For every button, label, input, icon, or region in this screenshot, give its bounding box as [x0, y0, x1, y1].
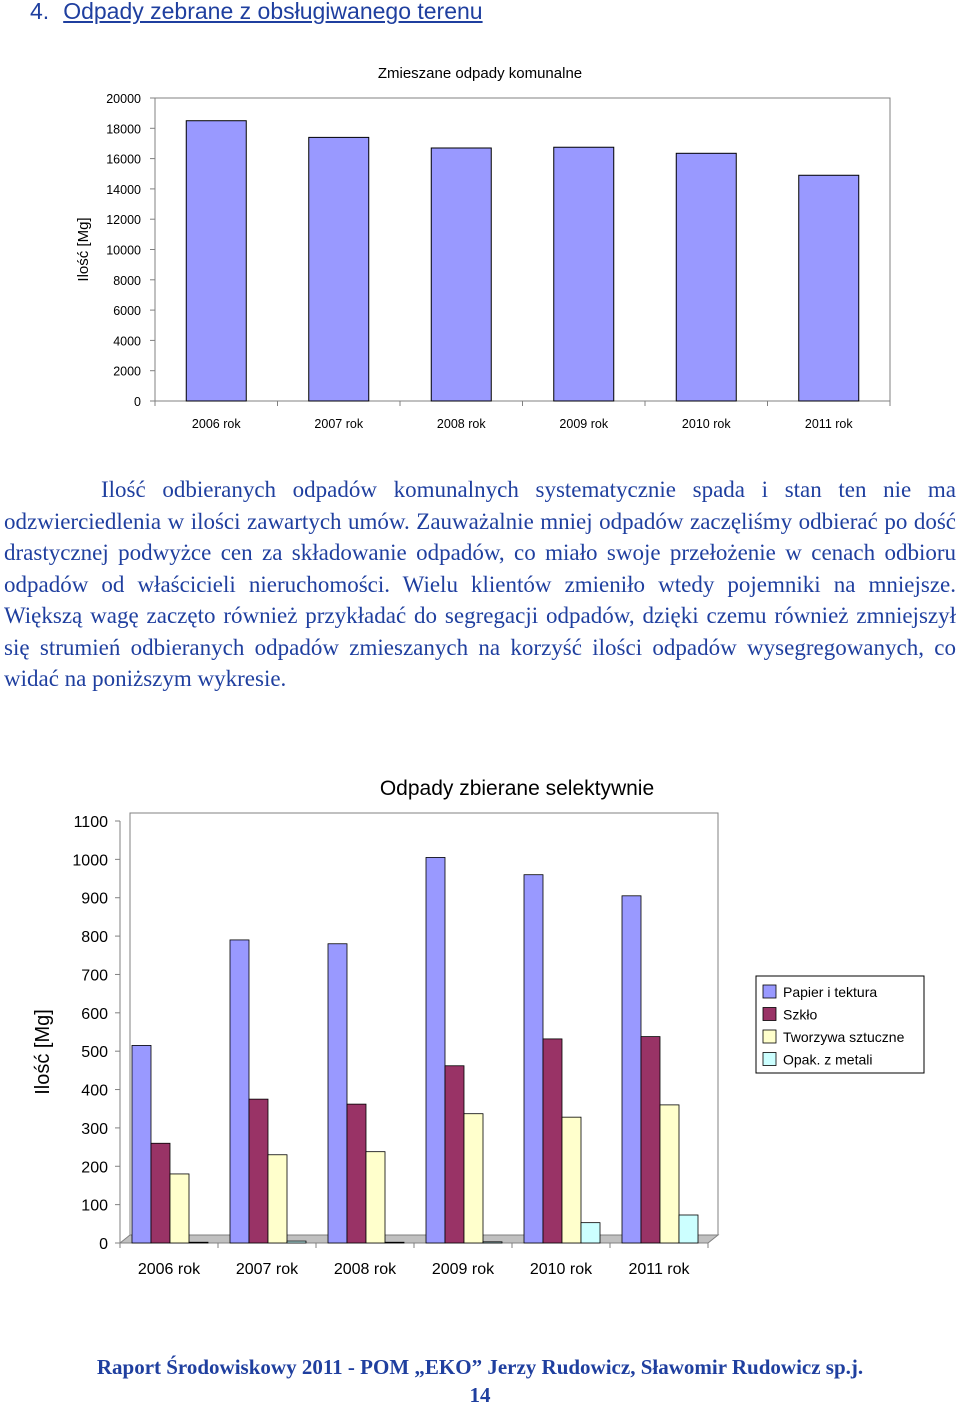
y-axis-label: Ilość [Mg]	[75, 217, 92, 282]
bar	[189, 1242, 208, 1243]
page-number: 14	[469, 1383, 491, 1407]
y-tick-label: 6000	[113, 304, 141, 319]
y-tick-label: 18000	[106, 122, 141, 137]
bar	[151, 1143, 170, 1243]
y-tick-label: 900	[81, 890, 108, 908]
footer-report-line: Raport Środowiskowy 2011 - POM „EKO” Jerzy Rudowicz, Sławomir Rudowicz sp.j.	[96, 1355, 864, 1379]
x-tick-label: 2009 rok	[431, 1261, 495, 1278]
x-tick-label: 2011 rok	[628, 1261, 690, 1278]
bar	[431, 148, 491, 401]
bar	[426, 857, 445, 1243]
x-tick-label: 2008 rok	[333, 1261, 397, 1278]
x-tick-label: 2007 rok	[235, 1261, 299, 1278]
bar	[676, 153, 736, 401]
y-tick-label: 4000	[113, 334, 141, 349]
x-tick-label: 2006 rok	[191, 417, 241, 431]
bar	[660, 1105, 679, 1243]
y-tick-label: 0	[99, 1236, 108, 1253]
plot-area	[155, 98, 890, 401]
legend-label: Tworzywa sztuczne	[783, 1029, 905, 1045]
y-tick-label: 8000	[113, 273, 141, 288]
legend-swatch	[763, 1053, 776, 1066]
x-tick-label: 2010 rok	[529, 1261, 593, 1278]
bar	[641, 1037, 660, 1243]
x-tick-label: 2007 rok	[314, 417, 364, 431]
y-tick-label: 0	[134, 395, 141, 409]
bar	[347, 1104, 366, 1243]
bar	[554, 147, 614, 401]
bar	[799, 175, 859, 401]
mixed-waste-chart	[0, 50, 960, 440]
x-tick-label: 2011 rok	[804, 417, 853, 431]
bar	[268, 1155, 287, 1243]
bar	[679, 1215, 698, 1243]
page-footer	[0, 1353, 960, 1409]
bar	[287, 1241, 306, 1243]
y-tick-label: 10000	[106, 243, 141, 258]
bar	[366, 1152, 385, 1243]
y-tick-label: 1000	[72, 852, 108, 870]
bar	[249, 1099, 268, 1243]
bar	[230, 940, 249, 1243]
bar	[170, 1174, 189, 1243]
chart-title: Odpady zbierane selektywnie	[379, 777, 655, 800]
body-paragraph: Ilość odbieranych odpadów komunalnych systematycznie spada i stan ten nie ma odzwierciedlenia w ilości zawartych umów. Zauważalnie mniej odpadów zaczęliśmy odbierać po dość drastycznej podwyżce cen za składowanie odpadów, co miało swoje przełożenie w cenach odbioru odpadów od właścicieli nieruchomości. Wielu klientów zmieniło wtedy pojemniki na mniejsze. Większą wagę zaczęto również przykładać do segregacji odpadów, dzięki czemu również zmniejszył się strumień odbieranych odpadów zmieszanych na korzyść ilości odpadów wysegregowanych, co widać na poniższym wykresie.	[4, 477, 956, 691]
x-tick-label: 2006 rok	[137, 1261, 201, 1278]
chart-title: Zmieszane odpady komunalne	[377, 65, 583, 82]
x-tick-label: 2009 rok	[559, 417, 609, 431]
y-axis-label: Ilość [Mg]	[32, 1009, 54, 1095]
bar	[543, 1039, 562, 1243]
y-tick-label: 400	[81, 1082, 108, 1100]
y-tick-label: 16000	[106, 152, 141, 167]
y-tick-label: 600	[81, 1005, 108, 1023]
legend-swatch	[763, 1008, 776, 1021]
legend-label: Opak. z metali	[783, 1051, 873, 1068]
bar	[524, 875, 543, 1243]
bar	[309, 137, 369, 401]
y-tick-label: 200	[81, 1159, 108, 1177]
x-tick-label: 2010 rok	[681, 417, 731, 431]
y-tick-label: 300	[81, 1120, 108, 1138]
y-tick-label: 500	[81, 1044, 108, 1062]
section-heading	[30, 0, 483, 25]
bar	[483, 1242, 502, 1243]
bar	[464, 1114, 483, 1243]
y-tick-label: 700	[81, 967, 108, 985]
y-tick-label: 1100	[73, 814, 108, 831]
bar	[385, 1242, 404, 1243]
bar	[562, 1117, 581, 1243]
legend-label: Szkło	[783, 1006, 818, 1023]
section-number: 4.	[30, 0, 50, 24]
bar	[328, 944, 347, 1243]
y-tick-label: 100	[81, 1197, 108, 1215]
y-tick-label: 20000	[106, 92, 141, 106]
legend-swatch	[763, 985, 776, 998]
bar	[186, 121, 246, 401]
y-tick-label: 12000	[106, 213, 141, 228]
bar	[581, 1223, 600, 1243]
legend-swatch	[763, 1030, 776, 1043]
bar	[445, 1066, 464, 1243]
y-tick-label: 14000	[106, 182, 141, 197]
y-tick-label: 800	[81, 929, 108, 947]
y-tick-label: 2000	[113, 364, 141, 379]
selective-waste-chart	[0, 760, 960, 1320]
section-title: Odpady zebrane z obsługiwanego terenu	[63, 0, 483, 24]
bar	[132, 1045, 151, 1243]
bar	[622, 896, 641, 1243]
legend-label: Papier i tektura	[783, 984, 878, 1000]
x-tick-label: 2008 rok	[436, 417, 486, 431]
